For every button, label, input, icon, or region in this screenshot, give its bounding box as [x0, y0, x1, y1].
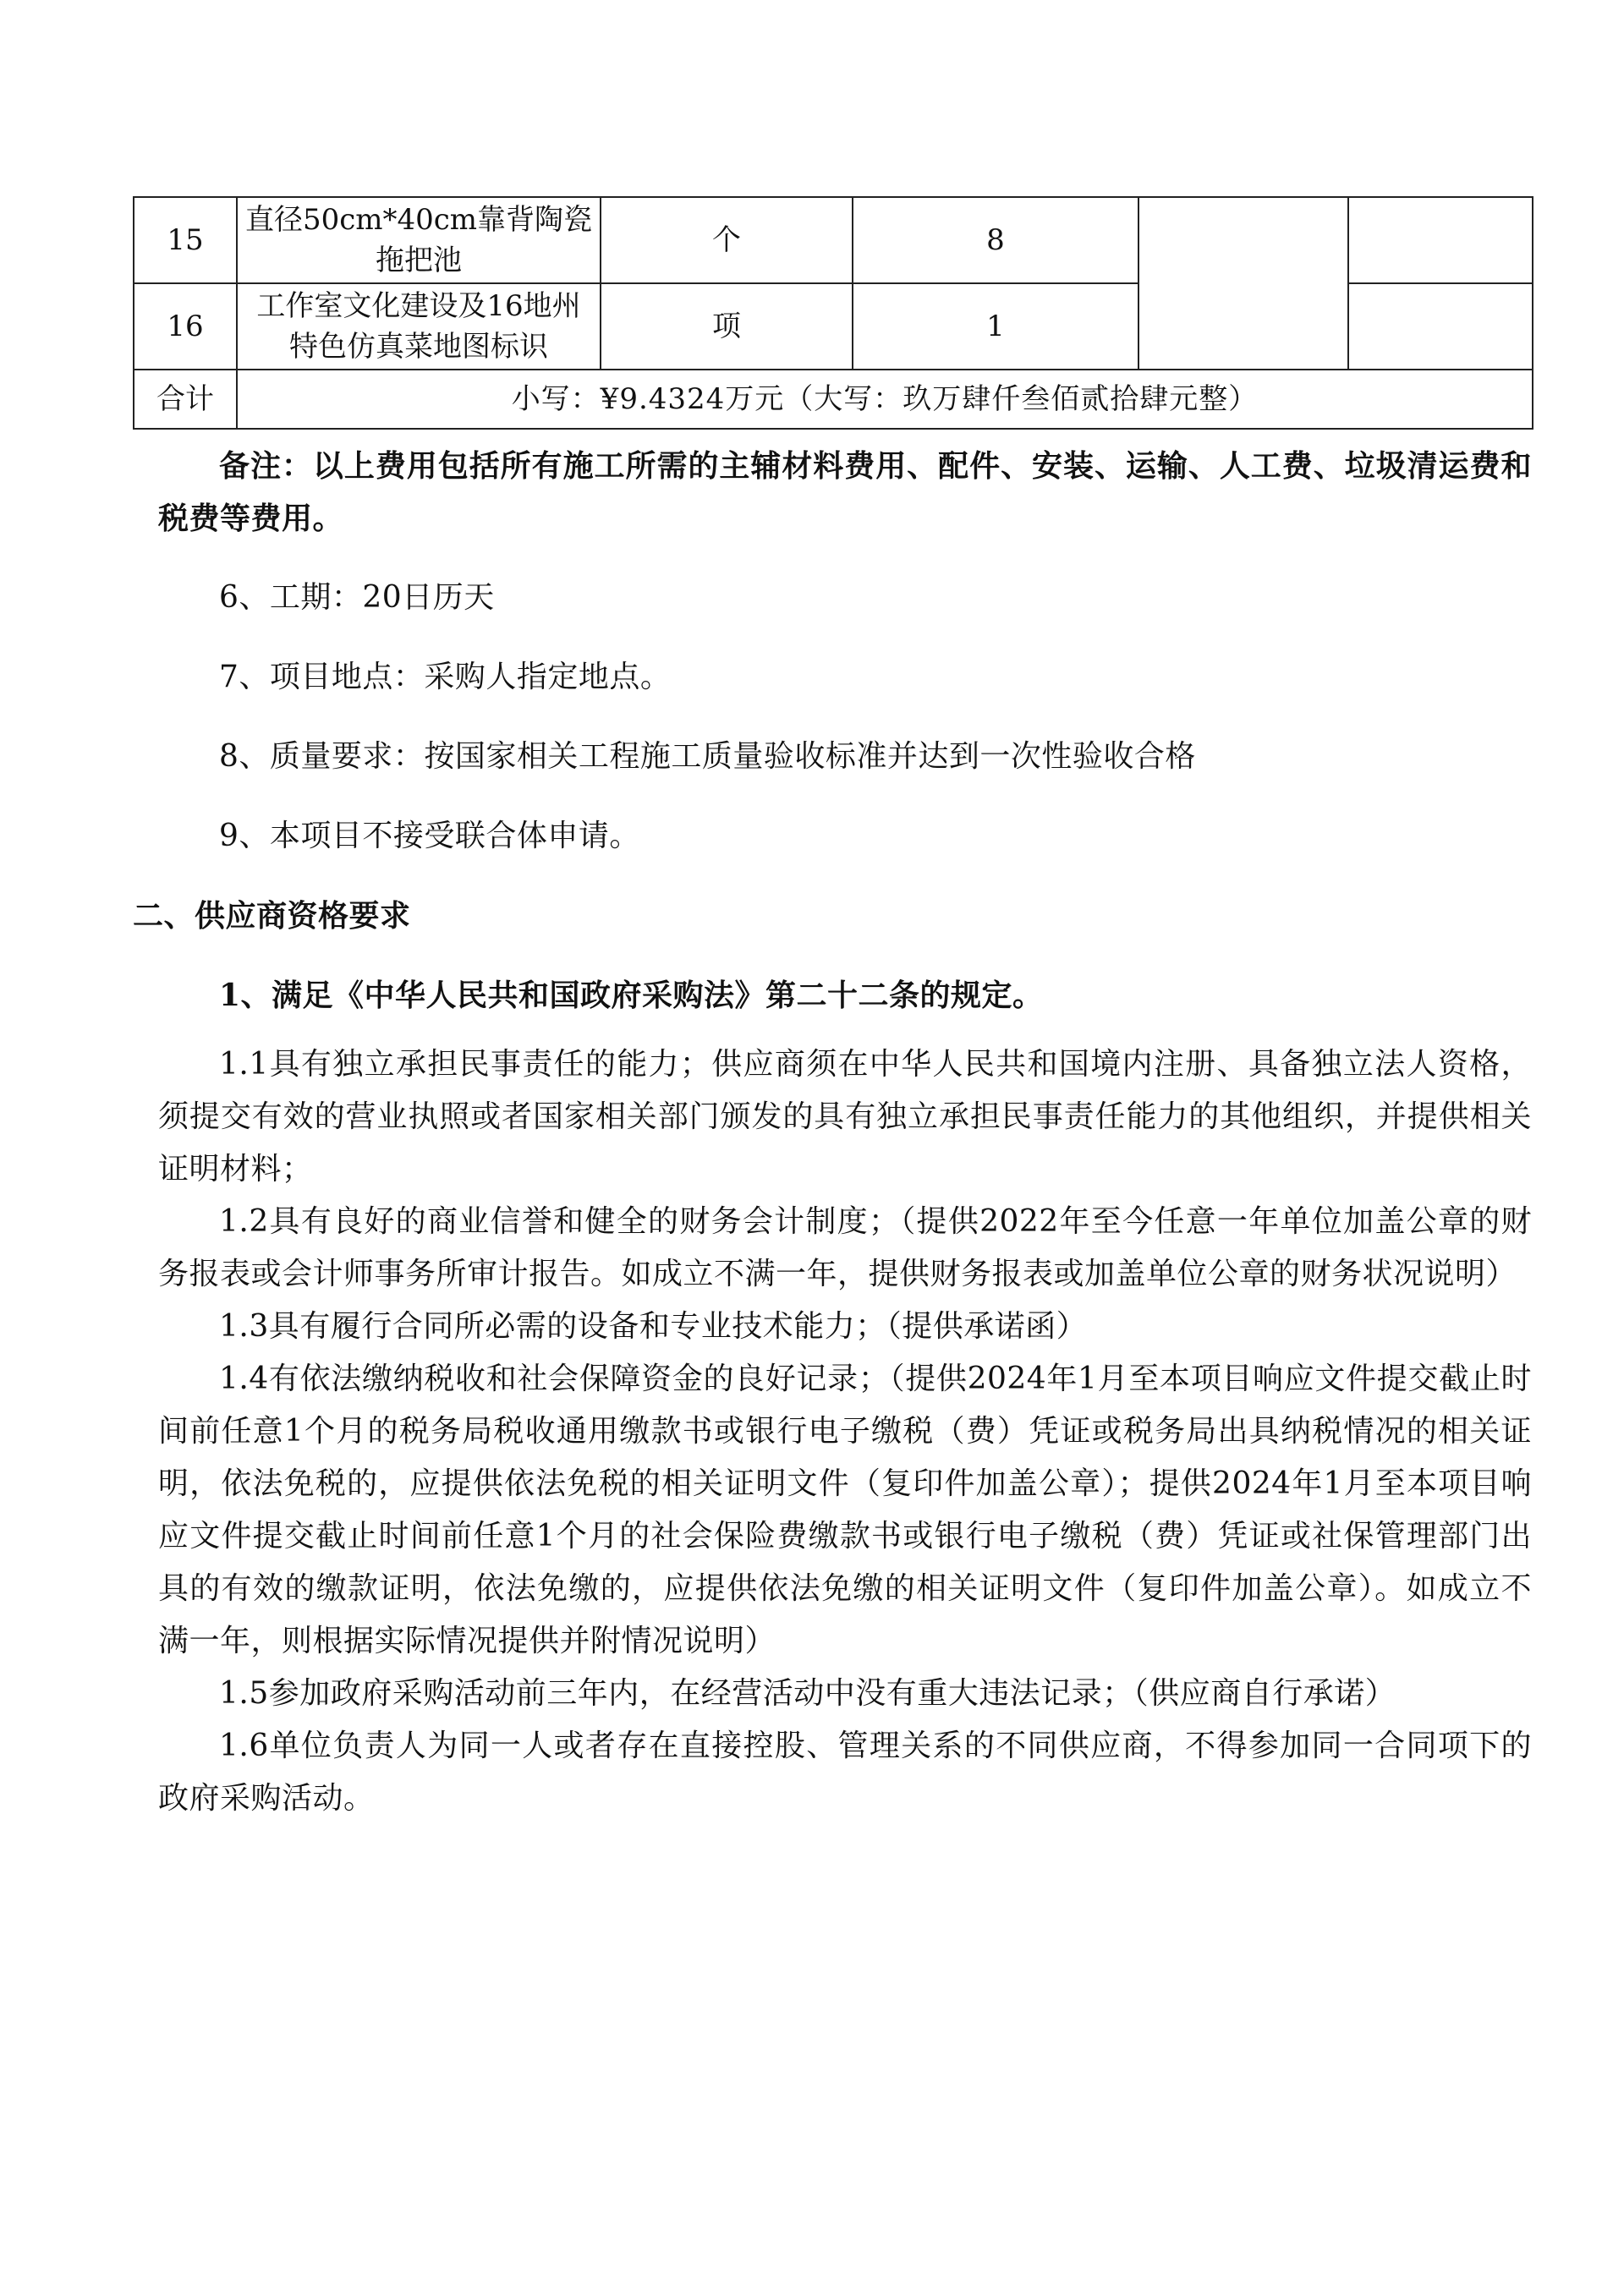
- item-name: 工作室文化建设及16地州特色仿真菜地图标识: [237, 283, 601, 370]
- total-row: [134, 370, 1533, 429]
- item-unit: 项: [601, 283, 853, 370]
- item-consortium: 9、本项目不接受联合体申请。: [219, 819, 640, 853]
- clause-1-2: 1.2具有良好的商业信誉和健全的财务会计制度；（提供2022年至今任意一年单位加盖公章的财务报表或会计师事务所审计报告。如成立不满一年，提供财务报表或加盖单位公章的财务状况说明）: [158, 1204, 1532, 1291]
- item-quantity: 8: [853, 197, 1138, 283]
- total-value: 小写：¥9.4324万元（大写：玖万肆仟叁佰贰拾肆元整）: [237, 370, 1533, 429]
- item-name: 直径50cm*40cm靠背陶瓷拖把池: [237, 197, 601, 283]
- clause-1-5: 1.5参加政府采购活动前三年内，在经营活动中没有重大违法记录；（供应商自行承诺）: [219, 1676, 1396, 1711]
- clause-1-1: 1.1具有独立承担民事责任的能力；供应商须在中华人民共和国境内注册、具备独立法人资格，须提交有效的营业执照或者国家相关部门颁发的具有独立承担民事责任能力的其他组织，并提供相关证明材料；: [158, 1047, 1532, 1186]
- item-price: [1138, 197, 1348, 370]
- row-number: 15: [134, 197, 237, 283]
- item-total: [1348, 283, 1533, 370]
- document-body: [133, 440, 1532, 1825]
- total-label: 合计: [134, 370, 237, 429]
- section-title: 二、供应商资格要求: [133, 898, 411, 934]
- item-unit: 个: [601, 197, 853, 283]
- clause-1-3: 1.3具有履行合同所必需的设备和专业技术能力；（提供承诺函）: [219, 1309, 1088, 1344]
- table-row: [134, 197, 1533, 283]
- item-location: 7、项目地点：采购人指定地点。: [219, 660, 672, 694]
- subsection-title: 1、满足《中华人民共和国政府采购法》第二十二条的规定。: [219, 978, 1044, 1013]
- cost-note: 备注：以上费用包括所有施工所需的主辅材料费用、配件、安装、运输、人工费、垃圾清运费和税费等费用。: [158, 448, 1532, 536]
- clause-1-4: 1.4有依法缴纳税收和社会保障资金的良好记录；（提供2024年1月至本项目响应文件提交截止时间前任意1个月的税务局税收通用缴款书或银行电子缴税（费）凭证或税务局出具纳税情况的相关证明，依法免税的，应提供依法免税的相关证明文件（复印件加盖公章）；提供2024年1月至本项目响应文件提交截止时间前任意1个月的社会保险费缴款书或银行电子缴税（费）凭证或社保管理部门出具的有效的缴款证明，依法免缴的，应提供依法免缴的相关证明文件（复印件加盖公章）。如成立不满一年，则根据实际情况提供并附情况说明）: [158, 1362, 1532, 1658]
- cost-table: [133, 196, 1533, 430]
- row-number: 16: [134, 283, 237, 370]
- item-quantity: 1: [853, 283, 1138, 370]
- clause-1-6: 1.6单位负责人为同一人或者存在直接控股、管理关系的不同供应商，不得参加同一合同项下的政府采购活动。: [158, 1729, 1532, 1816]
- item-duration: 6、工期：20日历天: [219, 580, 495, 615]
- cost-table-section: [133, 196, 1532, 430]
- item-quality: 8、质量要求：按国家相关工程施工质量验收标准并达到一次性验收合格: [219, 739, 1196, 774]
- item-total: [1348, 197, 1533, 283]
